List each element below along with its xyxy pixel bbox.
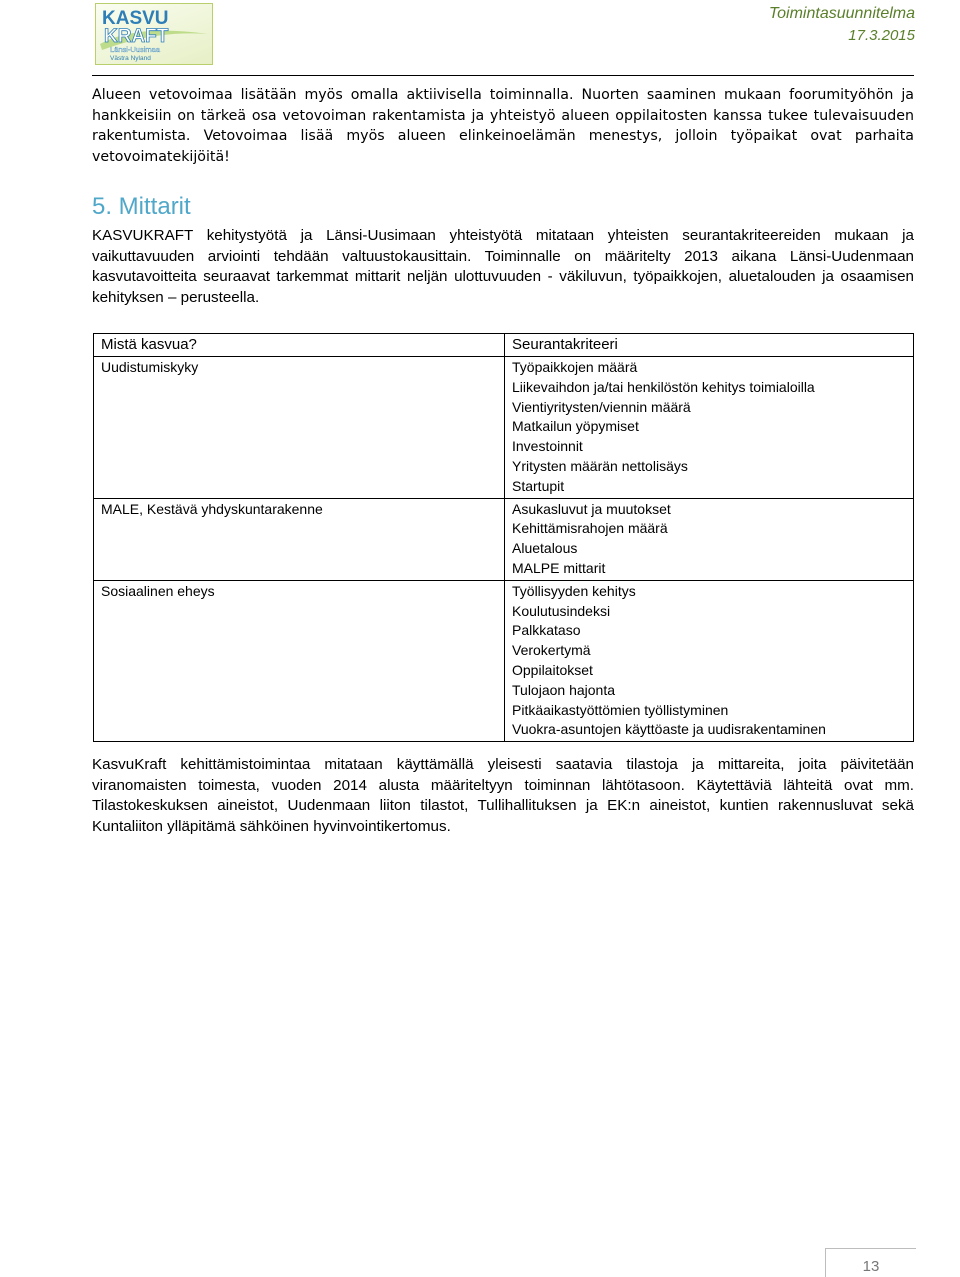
criteria-item: Koulutusindeksi bbox=[512, 602, 611, 619]
criteria-item: Matkailun yöpymiset bbox=[512, 418, 639, 435]
column-header-criteria: Seurantakriteeri bbox=[505, 334, 914, 357]
category-label: Uudistumiskyky bbox=[101, 359, 199, 375]
page-number-box bbox=[825, 1248, 916, 1277]
page-number: 13 bbox=[862, 1258, 880, 1275]
table-cell-category bbox=[94, 580, 505, 741]
criteria-item: Investoinnit bbox=[512, 438, 583, 455]
criteria-item: Liikevaihdon ja/tai henkilöstön kehitys toimialoilla bbox=[512, 378, 815, 395]
table-row bbox=[94, 498, 914, 580]
criteria-item: Yritysten määrän nettolisäys bbox=[512, 457, 688, 474]
section-heading: 5. Mittarit bbox=[92, 193, 191, 220]
document-date: 17.3.2015 bbox=[848, 27, 915, 44]
criteria-item: Vientiyritysten/viennin määrä bbox=[512, 398, 691, 415]
table-row bbox=[94, 580, 914, 741]
logo-subtext-1: Länsi-Uusimaa bbox=[110, 45, 161, 54]
table-cell-criteria bbox=[505, 580, 914, 741]
criteria-item: Kehittämisrahojen määrä bbox=[512, 520, 668, 537]
category-label: Sosiaalinen eheys bbox=[101, 582, 215, 599]
logo-text-1: KASVU bbox=[102, 8, 169, 29]
intro-paragraph: Alueen vetovoimaa lisätään myös omalla aktiivisella toiminnalla. Nuorten saaminen mukaan foorumityöhön ja hankkeisiin on tärkeä osa vetovoiman rakentamista ja yhteistyö alueen oppilaitosten kanssa tukee tulevaisuuden rakentumista. Vetovoimaa lisää myös alueen elinkeinoelämän menestys, jolloin työpaikat ovat parhaita vetovoimatekijöitä! bbox=[92, 87, 914, 165]
logo-text-2: KRAFT bbox=[104, 26, 169, 47]
category-label: MALE, Kestävä yhdyskuntarakenne bbox=[101, 500, 323, 517]
table-header-row bbox=[94, 334, 914, 357]
section-paragraph: KASVUKRAFT kehitystyötä ja Länsi-Uusimaan yhteistyötä mitataan yhteisten seurantakriteereiden mukaan ja vaikuttavuuden arviointi tehdään valtuustokausittain. Toiminnalle on määritelty 2013 aikana Länsi-Uudenmaan kasvutavoitteita seuraavat tarkemmat mittarit neljän ulottuvuuden - väkiluvun, työpaikkojen, aluetalouden ja osaamisen kehityksen – perusteella. bbox=[92, 227, 914, 306]
criteria-item: Vuokra-asuntojen käyttöaste ja uudisrakentaminen bbox=[512, 721, 826, 738]
criteria-item: Oppilaitokset bbox=[512, 661, 593, 678]
table-cell-criteria bbox=[505, 498, 914, 580]
table-cell-category bbox=[94, 357, 505, 499]
criteria-item: Työllisyyden kehitys bbox=[512, 582, 636, 599]
header-divider bbox=[92, 75, 914, 76]
criteria-item: Palkkataso bbox=[512, 622, 581, 639]
criteria-item: Pitkäaikastyöttömien työllistyminen bbox=[512, 701, 729, 718]
criteria-item: Startupit bbox=[512, 477, 565, 494]
kasvukraft-logo bbox=[95, 3, 213, 65]
logo-subtext-2: Västra Nyland bbox=[110, 55, 151, 62]
criteria-item: MALPE mittarit bbox=[512, 559, 606, 576]
column-header-growth: Mistä kasvua? bbox=[94, 334, 505, 357]
table-cell-criteria bbox=[505, 357, 914, 499]
criteria-item: Tulojaon hajonta bbox=[512, 681, 616, 698]
table-cell-category bbox=[94, 498, 505, 580]
table-row bbox=[94, 357, 914, 499]
closing-paragraph: KasvuKraft kehittämistoimintaa mitataan käyttämällä yleisesti saatavia tilastoja ja mittareita, joita päivitetään viranomaisten toimesta, vuoden 2014 alusta määriteltyyn toiminnan lähtötasoon. Käytettäviä lähteitä ovat mm. Tilastokeskuksen aineistot, Uudenmaan liiton tilastot, Tullihallituksen ja EK:n aineistot, kuntien rakennusluvat sekä Kuntaliiton ylläpitämä sähköinen hyvinvointikertomus. bbox=[92, 756, 914, 835]
logo-graphic bbox=[96, 4, 213, 65]
criteria-item: Asukasluvut ja muutokset bbox=[512, 500, 671, 517]
criteria-item: Aluetalous bbox=[512, 540, 578, 557]
criteria-item: Työpaikkojen määrä bbox=[512, 359, 638, 375]
criteria-item: Verokertymä bbox=[512, 642, 591, 659]
document-title: Toimintasuunnitelma bbox=[768, 5, 915, 22]
metrics-table bbox=[93, 333, 914, 742]
